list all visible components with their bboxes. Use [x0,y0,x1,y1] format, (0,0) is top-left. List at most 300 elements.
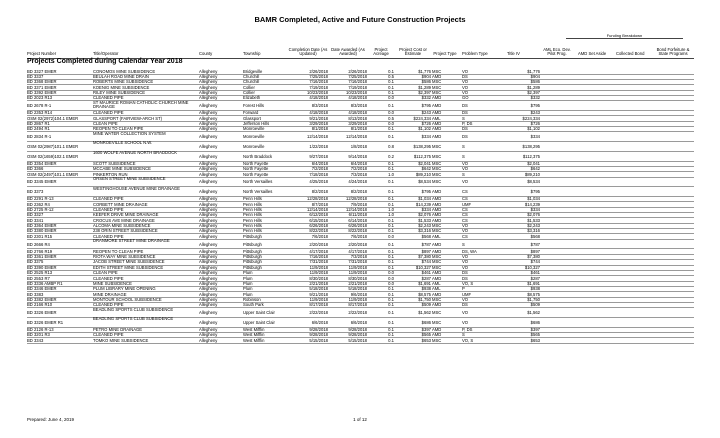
cell-county: Allegheny [199,134,218,140]
cell-problem-type: DS, WA [462,248,477,254]
cell-acreage: 0.8 [388,143,394,149]
cell-project-number: OSM 02(1659)102.1 EMER [27,153,79,159]
cell-cost: $7,380 [418,254,431,260]
cell-problem-type: VO [462,254,469,260]
cell-title-iv: $1,533 [527,217,540,223]
cell-county: Allegheny [199,95,218,101]
cell-completion-date: 2/21/2018 [309,280,328,286]
cell-title: RILEY MINE SUBSIDENCE [93,89,146,95]
page-number: 1 of 12 [353,417,367,422]
cell-township: Penn Hills [243,206,262,212]
cell-cost: $642 [421,166,431,172]
cell-acreage: 0.1 [388,296,394,302]
cell-project-type: AMD [432,327,442,332]
cell-title-iv: $586 [530,79,540,85]
cell-problem-type: VO [462,264,469,270]
cell-county: Allegheny [199,110,218,116]
cell-title: CLEAN PIPE [93,121,118,126]
header-aml-eco-dev: AML Eco. Dev. Pilot Prog. [543,46,571,57]
cell-completion-date: 8/22/2018 [309,228,328,234]
cell-county: Allegheny [199,68,218,74]
cell-title: RIOTA WAY MINE SUBSIDENCE [93,254,156,260]
cell-township: North Versailles [243,179,273,185]
cell-township: North Fayette [243,166,269,172]
cell-date-awarded: 10/23/2018 [346,89,367,95]
cell-project-number: BD 2766 R19 [27,248,53,254]
cell-title-iv: $568 [530,233,540,239]
cell-title: CLEANED PIPE [93,332,124,338]
cell-project-type: MSC [432,153,442,159]
cell-county: Allegheny [199,233,218,239]
cell-completion-date: 4/18/2018 [309,95,328,101]
cell-date-awarded: 11/9/2018 [348,264,367,270]
cell-county: Allegheny [199,121,218,126]
cell-title-iv: $224,334 [522,115,540,121]
cell-title-iv: $334 [530,206,540,212]
cell-completion-date: 8/7/2018 [311,201,328,207]
report-title: BAMR Completed, Active and Future Construction Projects [254,15,466,24]
cell-completion-date: 7/16/2018 [309,254,328,260]
cell-cost: $243 [421,110,431,116]
cell-title: MONTOUR SCHOOL SUBSIDENCE [93,296,162,302]
cell-title-iv: $653 [530,337,540,343]
cell-project-type: MSC [432,319,442,325]
cell-township: Pittsburgh [243,241,262,247]
cell-problem-type: S [462,241,465,247]
cell-project-type: AMD [432,189,442,195]
cell-title-iv: $2,041 [527,160,540,166]
cell-date-awarded: 11/9/2018 [348,270,367,276]
cell-project-number: BD 2362 R4 [27,201,50,207]
cell-township: Penn Hills [243,201,262,207]
cell-problem-type: CS [462,196,468,202]
cell-township: Forward [243,110,259,116]
cell-acreage: 0.0 [388,270,394,276]
cell-county: Allegheny [199,103,218,109]
cell-county: Allegheny [199,286,218,292]
cell-title-iv: $14,239 [524,201,540,207]
cell-acreage: 0.1 [388,217,394,223]
cell-title-iv: $686 [530,319,540,325]
cell-acreage: 0.1 [388,103,394,109]
cell-township: North Versailles [243,189,273,195]
cell-township: Plum [243,286,253,292]
cell-acreage: 0.0 [388,95,394,101]
cell-completion-date: 7/19/2018 [309,84,328,90]
cell-county: Allegheny [199,259,218,265]
cell-title-iv: $642 [530,166,540,172]
cell-project-number: BD 2494 R1 [27,126,50,132]
header-date-awarded: Date Awarded (As Awarded) [331,46,365,57]
cell-cost: $938 [421,286,431,292]
cell-project-number: BD 3346 EMER [27,286,57,292]
cell-project-number: BD 2553 R7 [27,275,50,281]
cell-county: Allegheny [199,171,218,177]
cell-completion-date: 11/9/2018 [309,270,328,276]
cell-problem-type: CS [462,217,468,223]
cell-date-awarded: 8/22/2018 [348,228,367,234]
cell-title: REOPEN TO CLEAN PIPE [93,126,144,132]
cell-completion-date: 9/28/2018 [309,332,328,338]
cell-county: Allegheny [199,270,218,276]
cell-title-iv: $787 [530,241,540,247]
cell-township: Collier [243,84,255,90]
cell-problem-type: UMF [462,201,472,207]
cell-title: CLEANED PIPE [93,302,124,308]
cell-project-number: BD 2166 R10 [27,302,53,308]
cell-title: WESTINGHOUSE AVENUE MINE DRAINAGE [93,185,180,191]
cell-project-number: BD 3368 EMER [27,79,57,85]
cell-title: MINE DRAINAGE [93,291,127,297]
cell-completion-date: 12/14/2018 [307,206,328,212]
cell-title-iv: $1,034 [527,196,540,202]
cell-title: MINE SUBSIDENCE [93,280,132,286]
cell-completion-date: 11/9/2018 [309,296,328,302]
cell-cost: $795 [421,103,431,109]
cell-completion-date: 12/28/2018 [307,196,328,202]
cell-acreage: 0.1 [388,259,394,265]
cell-title-iv: $8,534 [527,179,540,185]
cell-completion-date: 6/6/2018 [311,319,328,325]
cell-date-awarded: 6/14/2018 [348,217,367,223]
section-title: Projects Completed during Calendar Year 2018 [27,58,183,65]
cell-project-number: BD 2834 R-1 [27,134,52,140]
cell-problem-type: DS [462,110,468,116]
cell-project-number: BD 2353 R14 [27,110,53,116]
cell-cost: $565 [421,332,431,338]
cell-completion-date: 11/9/2018 [309,264,328,270]
cell-acreage: 1.0 [388,171,394,177]
cell-completion-date: 8/17/2018 [309,302,328,308]
cell-county: Allegheny [199,228,218,234]
cell-project-number: OSM 02(2987)101.1 EMER [27,143,79,149]
cell-project-type: AMD [432,201,442,207]
cell-title-iv: $1,102 [527,126,540,132]
cell-township: West Mifflin [243,327,265,332]
cell-problem-type: VO [462,68,469,74]
cell-county: Allegheny [199,89,218,95]
cell-county: Allegheny [199,196,218,202]
cell-date-awarded: 12/14/2018 [346,206,367,212]
cell-date-awarded: 8/17/2018 [348,302,367,308]
cell-title-iv: $744 [530,259,540,265]
cell-project-number: BD 3371 EMER [27,84,57,90]
cell-title-iv: $795 [530,189,540,195]
cell-problem-type: P, DS [462,121,473,126]
cell-project-type: MSC [432,259,442,265]
cell-title-iv: $565 [530,332,540,338]
header-township: Township [243,51,261,57]
cell-cost: $334 [421,134,431,140]
cell-township: South Park [243,302,264,308]
cell-completion-date: 8/1/2018 [311,126,328,132]
cell-county: Allegheny [199,302,218,308]
cell-title: MONROEVILLE SCHOOL N.W. [93,140,153,146]
cell-title-iv: $243 [530,110,540,116]
cell-cost: $332 [421,95,431,101]
cell-acreage: 0.1 [388,126,394,132]
table-row [27,101,694,111]
cell-acreage: 0.1 [388,84,394,90]
cell-county: Allegheny [199,212,218,218]
cell-county: Allegheny [199,241,218,247]
cell-project-type: MSC [432,337,442,343]
cell-project-number: BD 2525 R13 [27,270,53,276]
cell-project-type: AMD [432,217,442,223]
cell-project-number: OSM 02(2497)101.1 EMER [27,171,79,177]
cell-problem-type: VO [462,223,469,228]
cell-title-iv: $112,375 [522,153,540,159]
cell-title: KEEFER DRIVE MINE DRAINAGE [93,212,159,218]
cell-cost: $686 [421,319,431,325]
cell-project-type: AML [432,233,441,239]
cell-county: Allegheny [199,189,218,195]
cell-acreage: 0.1 [388,241,394,247]
cell-completion-date: 6/4/2018 [311,160,328,166]
cell-project-type: AMD [432,241,442,247]
cell-project-type: AMD [432,196,442,202]
cell-project-type: AMD [432,270,442,276]
cell-county: Allegheny [199,254,218,260]
header-project-number: Project Number [27,51,57,57]
cell-township: Penn Hills [243,228,262,234]
cell-cost: $112,375 [413,153,431,159]
cell-acreage: 0.1 [388,134,394,140]
cell-county: Allegheny [199,296,218,302]
cell-date-awarded: 8/13/2018 [348,115,367,121]
cell-completion-date: 2/26/2018 [309,68,328,74]
cell-project-number: BD 2666 R4 [27,241,50,247]
cell-title: 1600 WOLFE AVENUE NORTH BRADDOCK [93,150,178,156]
cell-title: MCCABE MINE SUBSIDENCE [93,166,151,172]
cell-acreage: 0.1 [388,286,394,292]
cell-title: CLEANED PIPE [93,196,124,202]
cell-cost: $89,210 [415,171,431,177]
cell-title: CROCUS AVE MINE DRAINAGE [93,217,155,223]
cell-cost: $509 [421,302,431,308]
cell-title-iv: $332 [530,95,540,101]
cell-cost: $1,691 [418,280,431,286]
cell-title: PLUM LIBRARY MINE OPENING [93,286,156,292]
cell-township: Robinson [243,296,261,302]
cell-title: GLASSPORT (FAIRVIEW-ARCH ST) [93,115,163,121]
header-amd-set-aside: AMD Set Aside [578,51,607,57]
cell-county: Allegheny [199,206,218,212]
cell-acreage: 0.1 [388,228,394,234]
cell-project-number: BD 3382 EMER [27,296,57,302]
cell-date-awarded: 8/1/2018 [350,126,367,132]
cell-acreage: 0.0 [388,110,394,116]
cell-cost: $1,034 [418,196,431,202]
cell-acreage: 0.1 [388,201,394,207]
cell-completion-date: 3/29/2018 [309,121,328,126]
cell-completion-date: 4/18/2018 [309,110,328,116]
cell-date-awarded: 5/18/2018 [348,286,367,292]
cell-title: MINE WATER COLLECTION SYSTEM [93,130,166,136]
cell-project-number: BD 3326 EMER R1 [27,319,64,325]
cell-cost: $2,076 [418,212,431,218]
cell-completion-date: 6/26/2018 [309,223,328,228]
cell-completion-date: 9/21/2018 [309,115,328,121]
cell-acreage: 0.1 [388,337,394,343]
table-header [27,38,694,59]
cell-problem-type: S [462,115,465,121]
cell-title-iv: $1,562 [527,310,540,316]
cell-county: Allegheny [199,310,218,316]
cell-project-number: BD 3354 EMER [27,160,57,166]
cell-title-iv: $1,289 [527,84,540,90]
cell-township: Churchill [243,73,260,79]
cell-date-awarded: 7/9/2018 [350,201,367,207]
header-title-iv: Title IV [507,51,520,57]
cell-title: ROBERTS MINE SUBSIDENCE [93,79,154,85]
cell-completion-date: 9/28/2018 [309,327,328,332]
cell-county: Allegheny [199,264,218,270]
cell-project-number: BD 3366 [27,166,44,172]
cell-project-number: BD 2867 R1 [27,121,50,126]
cell-completion-date: 6/15/2018 [309,217,328,223]
cell-project-type: AMD [432,110,442,116]
cell-problem-type: VO [462,228,469,234]
cell-acreage: 0.1 [388,319,394,325]
cell-project-number: BD 3375 [27,259,44,265]
cell-date-awarded: 11/9/2018 [348,296,367,302]
cell-project-number: BD 3373 [27,189,44,195]
cell-township: Upper Saint Clair [243,319,275,325]
cell-cost: $14,239 [415,201,431,207]
cell-completion-date: 7/2/2018 [311,166,328,172]
cell-project-type: AML [432,115,441,121]
cell-problem-type: P, DS [462,327,473,332]
cell-problem-type: VO [462,310,469,316]
header-title: Title/Operator [93,51,119,57]
cell-township: Penn Hills [243,217,262,223]
cell-county: Allegheny [199,84,218,90]
cell-township: Bridgeville [243,68,263,74]
header-county: County [199,51,213,57]
cell-problem-type: VO [462,259,469,265]
row-divider [27,343,694,344]
cell-project-type: AMD [432,134,442,140]
cell-township: Pittsburgh [243,254,262,260]
cell-project-type: MSC [432,166,442,172]
cell-cost: $461 [421,270,431,276]
cell-project-number: BD 2678 R-1 [27,103,52,109]
cell-title: ORSEN STREET MINE SUBSIDENCE [93,175,166,181]
cell-completion-date: 1/22/2018 [309,143,328,149]
cell-problem-type: VO [462,84,469,90]
cell-county: Allegheny [199,126,218,132]
cell-acreage: 0.1 [388,160,394,166]
cell-project-number: BD 3327 [27,212,44,218]
cell-problem-type: DS [462,270,468,276]
header-project-acreage: Project Acreage [373,46,389,57]
cell-project-number: BD 2291 R-13 [27,196,54,202]
cell-cost: $1,776 [418,68,431,74]
cell-acreage: 0.0 [388,121,394,126]
cell-cost: $2,041 [418,160,431,166]
cell-township: West Mifflin [243,332,265,338]
header-bond-forfeiture: Bond Forfeiture & State Programs [656,46,690,57]
cell-township: Upper Saint Clair [243,310,275,316]
cell-cost: $1,533 [418,217,431,223]
cell-township: Forest Hills [243,103,264,109]
cell-acreage: 0.1 [388,291,394,297]
cell-date-awarded: 7/3/2018 [350,171,367,177]
cell-title-iv: $10,327 [524,264,540,270]
cell-project-type: MSC [432,143,442,149]
cell-title: CLEANED PIPE [93,275,124,281]
cell-problem-type: VO [462,79,469,85]
cell-completion-date: 12/14/2018 [307,134,328,140]
cell-title-iv: $509 [530,302,540,308]
cell-date-awarded: 9/28/2018 [348,327,367,332]
cell-project-number: OSM 02(2972)104.1 EMER [27,115,79,121]
cell-project-number: BD 3361 EMER [27,254,57,260]
cell-completion-date: 4/25/2018 [309,179,328,185]
cell-project-type: MSC [432,254,442,260]
cell-title: KOENIG MINE SUBSIDENCE [93,84,150,90]
header-problem-type: Problem Type [462,51,488,57]
cell-county: Allegheny [199,248,218,254]
cell-problem-type: VO [462,296,469,302]
header-project-cost: Project Cost or Estimate [399,46,427,57]
cell-title-iv: $3,316 [527,228,540,234]
cell-completion-date: 4/17/2018 [309,248,328,254]
cell-township: Monroeville [243,143,265,149]
cell-project-number: BD 3345 EMER [27,179,57,185]
cell-county: Allegheny [199,337,218,343]
cell-acreage: 0.1 [388,332,394,338]
cell-township: Jefferson Hills [243,121,270,126]
cell-county: Allegheny [199,223,218,228]
cell-problem-type: VO [462,166,469,172]
cell-date-awarded: 2/20/2018 [348,241,367,247]
cell-date-awarded: 7/31/2018 [348,259,367,265]
cell-title: EDITH STREET MINE SUBSIDENCE [93,264,164,270]
cell-acreage: 0.0 [388,280,394,286]
cell-title-iv: $397 [530,327,540,332]
cell-cost: $787 [421,241,431,247]
cell-title: SCOTT SUBSIDENCE [93,160,136,166]
cell-project-number: BD 3341 [27,217,44,223]
cell-township: West Mifflin [243,337,265,343]
cell-township: Pittsburgh [243,233,262,239]
cell-problem-type: DS [462,126,468,132]
cell-project-type: MSC [432,171,442,177]
cell-title-iv: $138,295 [522,143,540,149]
cell-date-awarded: 2/21/2018 [348,280,367,286]
cell-title-iv: $7,380 [527,254,540,260]
cell-date-awarded: 1/8/2018 [350,143,367,149]
cell-acreage: 0.5 [388,73,394,79]
cell-date-awarded: 6/26/2018 [348,223,367,228]
cell-acreage: 1.0 [388,212,394,218]
cell-township: Collier [243,89,255,95]
cell-township: Penn Hills [243,223,262,228]
cell-date-awarded: 8/2/2018 [350,189,367,195]
cell-project-number: BD 3392 EMER [27,89,57,95]
cell-project-number: BD 3380 EMER [27,228,57,234]
cell-problem-type: P [462,286,465,292]
prepared-date: Prepared: June 4, 2019 [27,417,75,422]
cell-project-type: MSC [432,84,442,90]
cell-acreage: 0.1 [388,89,394,95]
cell-county: Allegheny [199,217,218,223]
cell-cost: $397 [421,327,431,332]
cell-title: CONOMOS MINE SUBSIDENCE [93,68,156,74]
cell-date-awarded: 6/4/2018 [350,160,367,166]
